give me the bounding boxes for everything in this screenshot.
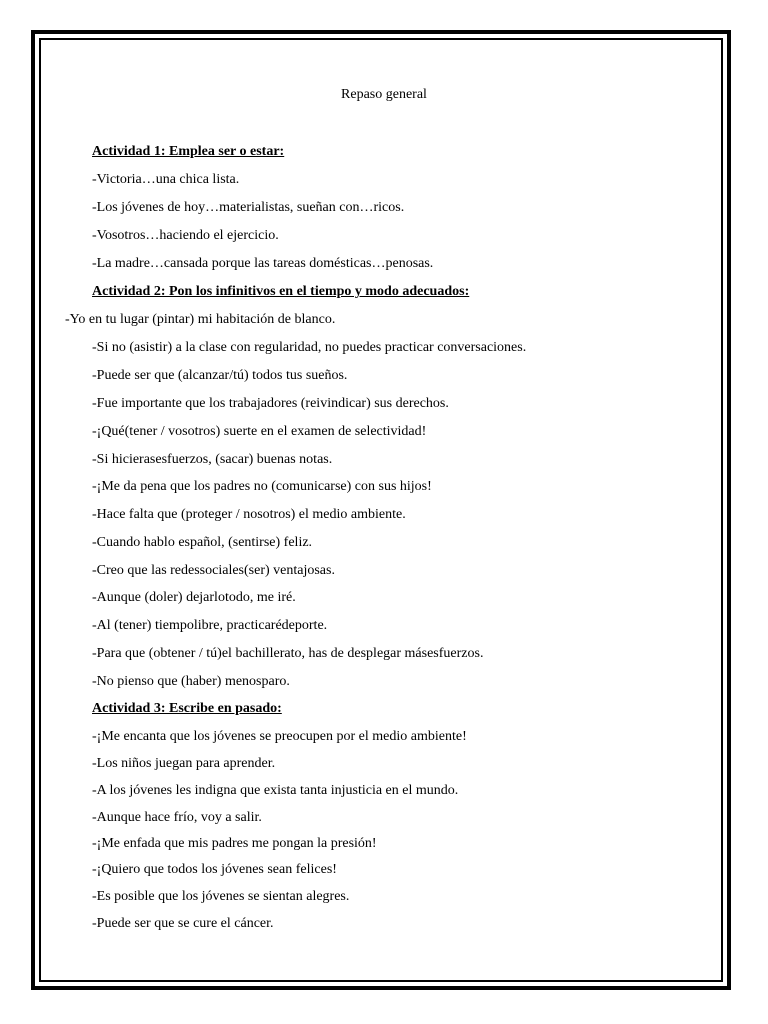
activity-3-item: -Aunque hace frío, voy a salir. — [92, 810, 262, 825]
activity-2-item: -Creo que las redessociales(ser) ventajosas. — [92, 563, 335, 578]
activity-3-item: -¡Quiero que todos los jóvenes sean felices! — [92, 862, 337, 877]
activity-2-item: -Hace falta que (proteger / nosotros) el medio ambiente. — [92, 507, 406, 522]
activity-3-item: -Es posible que los jóvenes se sientan alegres. — [92, 889, 350, 904]
activity-3-item: -Los niños juegan para aprender. — [92, 756, 276, 771]
activity-2-item: -Si hicierasesfuerzos, (sacar) buenas notas. — [92, 452, 333, 467]
activity-2-item: -Si no (asistir) a la clase con regularidad, no puedes practicar conversaciones. — [92, 340, 527, 355]
activity-2-item: -Yo en tu lugar (pintar) mi habitación de blanco. — [65, 312, 336, 327]
activity-1-item: -Victoria…una chica lista. — [92, 172, 240, 187]
activity-1-item: -Vosotros…haciendo el ejercicio. — [92, 228, 279, 243]
activity-3-item: -¡Me enfada que mis padres me pongan la presión! — [92, 836, 377, 851]
activity-1-item: -Los jóvenes de hoy…materialistas, sueñan con…ricos. — [92, 200, 405, 215]
activity-2-item: -Puede ser que (alcanzar/tú) todos tus sueños. — [92, 368, 348, 383]
activity-3-item: -A los jóvenes les indigna que exista tanta injusticia en el mundo. — [92, 783, 459, 798]
activity-2-heading: Actividad 2: Pon los infinitivos en el tiempo y modo adecuados: — [92, 284, 470, 299]
activity-1-heading: Actividad 1: Emplea ser o estar: — [92, 144, 285, 159]
activity-2-item: -Cuando hablo español, (sentirse) feliz. — [92, 535, 313, 550]
activity-3-item: -¡Me encanta que los jóvenes se preocupen por el medio ambiente! — [92, 729, 467, 744]
activity-2-item: -¡Qué(tener / vosotros) suerte en el examen de selectividad! — [92, 424, 427, 439]
activity-3-heading: Actividad 3: Escribe en pasado: — [92, 701, 282, 716]
activity-2-item: -¡Me da pena que los padres no (comunicarse) con sus hijos! — [92, 479, 432, 494]
document-title: Repaso general — [341, 87, 427, 102]
activity-2-item: -Fue importante que los trabajadores (reivindicar) sus derechos. — [92, 396, 449, 411]
activity-1-item: -La madre…cansada porque las tareas domésticas…penosas. — [92, 256, 434, 271]
activity-2-item: -No pienso que (haber) menosparo. — [92, 674, 290, 689]
activity-2-item: -Aunque (doler) dejarlotodo, me iré. — [92, 590, 296, 605]
activity-2-item: -Al (tener) tiempolibre, practicarédeporte. — [92, 618, 328, 633]
activity-3-item: -Puede ser que se cure el cáncer. — [92, 916, 274, 931]
activity-2-item: -Para que (obtener / tú)el bachillerato, has de desplegar másesfuerzos. — [92, 646, 484, 661]
